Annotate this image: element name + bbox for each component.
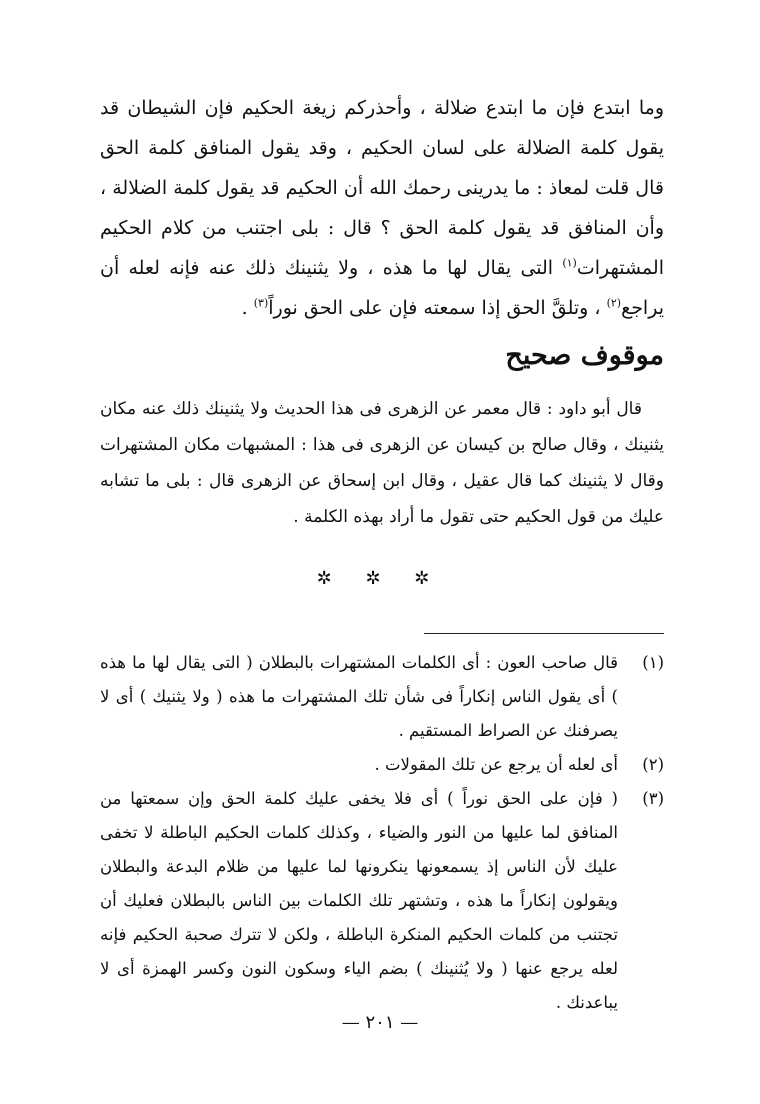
footnote-item [100, 646, 664, 748]
footnote-text: قال صاحب العون : أى الكلمات المشتهرات بالبطلان ( التى يقال لها ما هذه ) أى يقول الناس إنكاراً فى شأن تلك المشتهرات ما هذه ( ولا يثنيك ) أى لا يصرفنك عن الصراط المستقيم . [100, 653, 618, 740]
footnote-item [100, 748, 664, 782]
footnote-text: أى لعله أن يرجع عن تلك المقولات . [374, 755, 618, 774]
section-separator: ✲ ✲ ✲ [316, 568, 444, 589]
main-text-body [100, 88, 664, 328]
main-text-part-3: ، وتلقَّ الحق إذا سمعته فإن على الحق نوراً [268, 297, 607, 319]
footnote-ref-3[interactable]: (٣) [253, 296, 269, 310]
section-body: قال أبو داود : قال معمر عن الزهرى فى هذا الحديث ولا يثنينك ذلك عنه مكان يثنينك ، وقال صالح بن كيسان عن الزهرى فى هذا : المشبهات مكان المشتهرات وقال لا يثنينك كما قال عقيل ، وقال ابن إسحاق عن الزهرى قال : بلى ما تشابه عليك من قول الحكيم حتى تقول ما أراد بهذه الكلمة . [100, 399, 664, 527]
main-text-part-2: التى يقال لها ما هذه ، ولا يثنينك ذلك عنه فإنه لعله أن يراجع [100, 257, 664, 319]
footnote-number: (١) [642, 653, 664, 672]
main-text-part-1: وما ابتدع فإن ما ابتدع ضلالة ، وأحذركم زيغة الحكيم فإن الشيطان قد يقول كلمة الضلالة على لسان الحكيم ، وقد يقول المنافق كلمة الحق قال قلت لمعاذ : ما يدرينى رحمك الله أن الحكيم قد يقول كلمة الضلالة ، وأن المنافق قد يقول كلمة الحق ؟ قال : بلى اجتنب من كلام الحكيم المشتهرات [100, 97, 664, 279]
footnote-number: (٣) [642, 789, 664, 808]
footnote-text: ( فإن على الحق نوراً ) أى فلا يخفى عليك كلمة الحق وإن سمعتها من المنافق لما عليها من النور والضياء ، وكذلك كلمات الحكيم الباطلة لا تخفى عليك لأن الناس إذ يسمعونها ينكرونها لما عليها من ظلام البدعة والبطلان ويقولون إنكاراً ما هذه ، وتشتهر تلك الكلمات بين الناس بالبطلان فعليك أن تجتنب من كلمات الحكيم المنكرة الباطلة ، ولكن لا تترك صحبة الحكيم فإنه لعله يرجع عنها ( ولا يُثنينك ) بضم الياء وسكون النون وكسر الهمزة أى لا يباعدنك . [100, 789, 618, 1012]
section-heading: موقوف صحيح [505, 340, 664, 371]
page-number: — ٢٠١ — [341, 1012, 419, 1033]
main-text-part-4: . [241, 297, 254, 319]
footnote-ref-2[interactable]: (٢) [606, 296, 622, 310]
footnote-item [100, 782, 664, 1020]
footnote-number: (٢) [642, 755, 664, 774]
main-paragraph [100, 88, 664, 328]
footnote-ref-1[interactable]: (١) [562, 256, 577, 270]
footnote-divider [424, 633, 664, 634]
footnotes-list [100, 646, 664, 1020]
